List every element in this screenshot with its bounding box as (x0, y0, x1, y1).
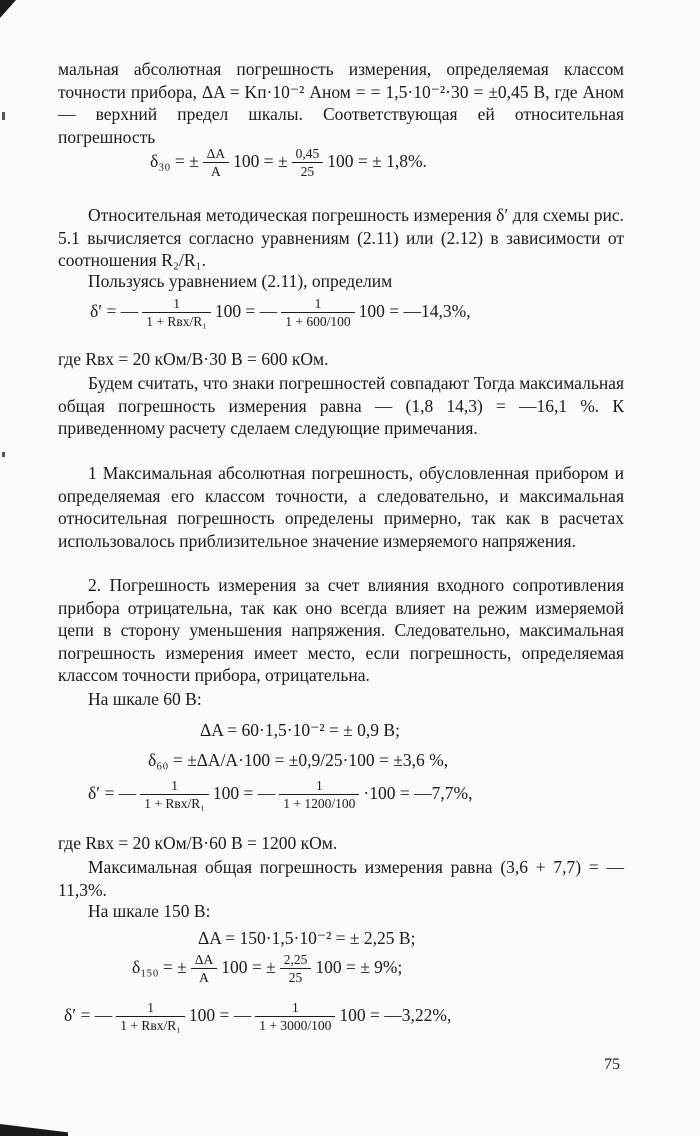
fraction: $\frac{\Delta A}{A}$ (203, 146, 229, 180)
paragraph-11: На шкале 150 В: (88, 901, 211, 921)
fraction: $\frac{\Delta A}{A}$ (191, 952, 217, 986)
paragraph-6: 1 Максимальная абсолютная погрешность, обусловленная прибором и определяемая его классом точности, а следовательно, и максимальная относительная погрешность определены примерно, так как в расчетах использовалось приблизительное значение измеряемого напряжения. (58, 463, 624, 551)
eq-mid: 100 = — (188, 1005, 252, 1026)
page-number: 75 (604, 1056, 620, 1073)
fraction: $\frac{1}{\text{1 + Rвх/R₁}}$ (116, 1000, 185, 1034)
paragraph-2: Относительная методическая погрешность измерения δ′ для схемы рис. 5.1 вычисляется согласно уравнениям (2.11) или (2.12) в зависимости от соотношения R₂/R₁. (58, 205, 624, 270)
paragraph-7: 2. Погрешность измерения за счет влияния входного сопротивления прибора отрицательна, так как оно всегда влияет на режим измеряемой цепи в сторону уменьшения напряжения. Следовательно, максимальная погрешность измерения имеет место, если погрешность, определяемая классом точности прибора, отрицательна. (58, 575, 624, 685)
fraction: $\frac{1}{1 + 3000/100}$ (255, 1000, 335, 1034)
equation-delta-150 (132, 952, 402, 986)
fraction: $\frac{1}{\text{1 + Rвх/R₁}}$ (140, 778, 209, 812)
paragraph-3: Пользуясь уравнением (2.11), определим (88, 271, 393, 291)
scan-corner-mark (0, 0, 16, 18)
eq-rhs: ·100 = —7,7%, (363, 783, 473, 804)
equation-delta-a-60: ΔA = 60·1,5·10⁻² = ± 0,9 В; (200, 720, 400, 740)
eq-lhs: δ′ = — (90, 301, 139, 322)
fraction: $\frac{0,45}{25}$ (292, 146, 324, 180)
eq-mid: 100 = ± (221, 957, 276, 978)
scan-speck (2, 452, 5, 457)
paragraph-4: где Rвх = 20 кОм/В·30 В = 600 кОм. (58, 349, 329, 369)
equation-delta-prime-150 (64, 1000, 451, 1034)
scan-edge-mark (0, 1124, 68, 1136)
eq-rhs: 100 = ± 9%; (315, 957, 403, 978)
fraction: $\frac{2,25}{25}$ (280, 952, 312, 986)
paragraph-8: На шкале 60 В: (88, 689, 202, 709)
eq-rhs: 100 = —14,3%, (358, 301, 471, 322)
equation-delta-a-150: ΔA = 150·1,5·10⁻² = ± 2,25 В; (198, 928, 416, 948)
eq-rhs: 100 = —3,22%, (339, 1005, 452, 1026)
eq-lhs: δ₁₅₀ = ± (132, 957, 187, 978)
fraction: $\frac{1}{\text{1 + Rвх/R₁}}$ (142, 296, 211, 330)
equation-delta-prime-30 (90, 296, 471, 330)
eq-mid: 100 = — (214, 301, 278, 322)
paragraph-5: Будем считать, что знаки погрешностей совпадают Тогда максимальная общая погрешность измерения равна — (1,8 14,3) = —16,1 %. К приведенному расчету сделаем следующие примечания. (58, 373, 624, 438)
fraction: $\frac{1}{1 + 600/100}$ (281, 296, 354, 330)
eq-mid: 100 = — (212, 783, 276, 804)
eq-mid: 100 = ± (233, 151, 288, 172)
eq-rhs: 100 = ± 1,8%. (327, 151, 427, 172)
eq-lhs: δ₃₀ = ± (150, 151, 199, 172)
eq-lhs: δ′ = — (64, 1005, 113, 1026)
equation-delta-prime-60 (88, 778, 472, 812)
equation-delta-60: δ₆₀ = ±ΔA/A·100 = ±0,9/25·100 = ±3,6 %, (148, 750, 449, 770)
paragraph-9: где Rвх = 20 кОм/В·60 В = 1200 кОм. (58, 833, 338, 853)
scan-speck (2, 112, 5, 120)
equation-delta30 (150, 146, 427, 180)
eq-lhs: δ′ = — (88, 783, 137, 804)
paragraph-1: мальная абсолютная погрешность измерения, определяемая классом точности прибора, ΔA = Kп·10⁻² Aном = = 1,5·10⁻²·30 = ±0,45 В, где Aном — верхний предел шкалы. Соответствующая ей относительная погрешность (58, 59, 624, 147)
paragraph-10: Максимальная общая погрешность измерения равна (3,6 + 7,7) = —11,3%. (58, 857, 624, 900)
fraction: $\frac{1}{1 + 1200/100}$ (279, 778, 359, 812)
